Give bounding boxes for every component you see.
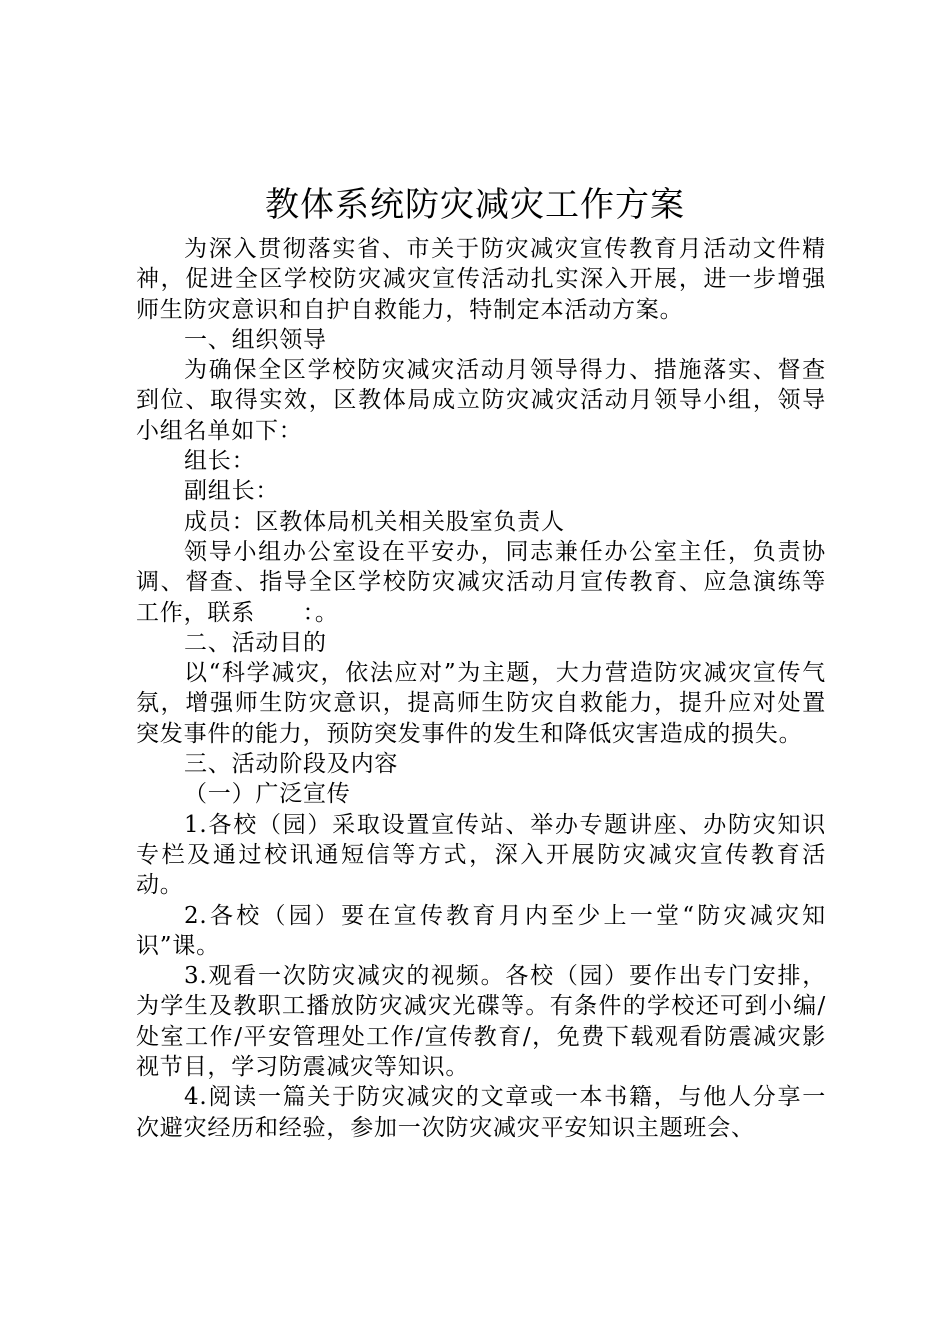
document-title: 教体系统防灾减灾工作方案 [265,185,685,225]
list-item-1: 1.各校（园）采取设置宣传站、举办专题讲座、办防灾知识专栏及通过校讯通短信等方式，深入开展防灾减灾宣传教育活动。 [136,811,826,899]
member-line-deputy-leader: 副组长： [184,478,280,505]
member-line-members: 成员：区教体局机关相关股室负责人 [184,508,565,535]
member-line-leader: 组长： [184,448,256,475]
list-item-2: 2.各校（园）要在宣传教育月内至少上一堂“防灾减灾知识”课。 [136,902,826,959]
paragraph-intro: 为深入贯彻落实省、市关于防灾减灾宣传教育月活动文件精神，促进全区学校防灾减灾宣传活动扎实深入开展，进一步增强师生防灾意识和自护自救能力，特制定本活动方案。 [136,236,826,323]
paragraph-purpose: 以“科学减灾，依法应对”为主题，大力营造防灾减灾宣传气氛，增强师生防灾意识，提高师生防灾自救能力，提升应对处置突发事件的能力，预防突发事件的发生和降低灾害造成的损失。 [136,660,826,747]
paragraph-office: 领导小组办公室设在平安办，同志兼任办公室主任，负责协调、督查、指导全区学校防灾减灾活动月宣传教育、应急演练等工作，联系 ：。 [136,538,826,626]
section-heading-purpose: 二、活动目的 [184,629,327,656]
document-body [136,234,826,1143]
section-heading-organization: 一、组织领导 [184,326,327,353]
section-heading-stages: 三、活动阶段及内容 [184,751,399,778]
paragraph-organization: 为确保全区学校防灾减灾活动月领导得力、措施落实、督查到位、取得实效，区教体局成立防灾减灾活动月领导小组，领导小组名单如下： [136,357,826,444]
list-item-4: 4.阅读一篇关于防灾减灾的文章或一本书籍，与他人分享一次避灾经历和经验，参加一次防灾减灾平安知识主题班会、 [136,1084,826,1141]
list-item-3: 3.观看一次防灾减灾的视频。各校（园）要作出专门安排，为学生及教职工播放防灾减灾光碟等。有条件的学校还可到小编/处室工作/平安管理处工作/宣传教育/，免费下载观看防震减灾影视节目，学习防震减灾等知识。 [136,963,826,1081]
subsection-heading-publicity: （一）广泛宣传 [184,781,351,808]
